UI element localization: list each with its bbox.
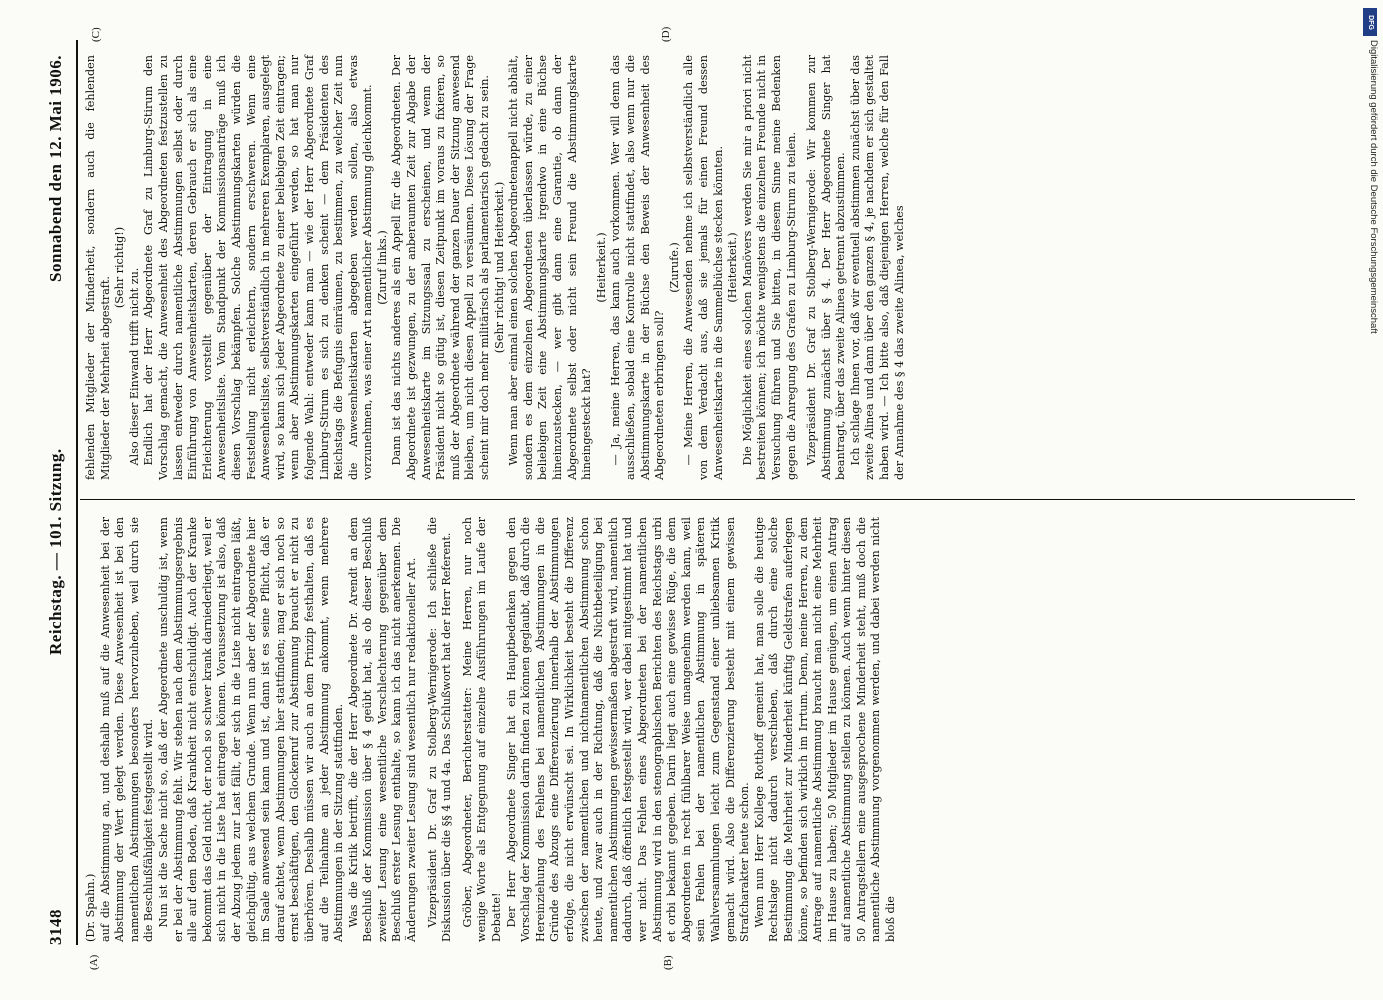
right-column — [84, 55, 907, 480]
speaker-continuation: (Dr. Spahn.) — [84, 873, 97, 942]
header-rule — [76, 40, 78, 945]
margin-mark-c: (C) — [90, 27, 102, 42]
session-title: Reichstag. — 101. Sitzung. — [46, 448, 65, 655]
digitization-note: Digitalisierung gefördert durch die Deutsche Forschungsgemeinschaft — [1368, 40, 1379, 334]
interjection: (Sehr richtig!) — [113, 226, 127, 309]
paragraph: Wenn man aber einmal einen solchen Abgeordnetenappell nicht abhält, sondern es dem einzelnen Abgeordneten überlassen würde, zu einer beliebigen Zeit eine Abstimmungskarte irgendwo in eine Büchse hineinzustecken, — wer gibt dann eine Garantie, ob dann der Abgeordnete selbst oder nicht sein Freund die Abstimmungskarte hineingesteckt hat? — [507, 55, 594, 480]
interjection: (Zurufe.) — [667, 242, 681, 293]
paragraph: Vizepräsident Dr. Graf zu Stolberg-Wernigerode: Ich schließe die Diskussion über die §§ 4 und 4a. Das Schlußwort hat der Herr Referent. — [425, 517, 454, 942]
interjection: (Heiterkeit.) — [726, 232, 740, 303]
page-number: 3148 — [46, 909, 65, 945]
paragraph: Endlich hat der Herr Abgeordnete Graf zu Limburg-Stirum den Vorschlag gemacht, die Anwesenheit des Abgeordneten festzustellen zu lassen entweder durch namentliche Abstimmungen selbst oder durch Einführung von Anwesenheitskarten, deren Gebrauch er sich als eine Erleichterung vorstellt gegenüber der Eintragung in eine Anwesenheitsliste. Vom Standpunkt der Kommissionsanträge muß ich diesen Vorschlag bekämpfen. Solche Abstimmungskarten würden die Feststellung nicht erleichtern, sondern erschweren. Wenn eine Anwesenheitsliste, selbstverständlich in mehreren Exemplaren, ausgelegt wird, so kann sich jeder Abgeordnete zu einer beliebigen Zeit eintragen; wenn aber Abstimmungskarten eingeführt werden, so hat man nur folgende Wahl: entweder kann man — wie der Herr Abgeordnete Graf Limburg-Stirum es sich zu denken scheint — dem Präsidenten des Reichstags die Befugnis einräumen, zu bestimmen, zu welcher Zeit nun die Anwesenheitskarten abgegeben werden sollen, also etwas vorzunehmen, was einer Art namentlicher Abstimmung gleichkommt. — [142, 55, 375, 480]
paragraph: auf die Abstimmung an, und deshalb muß auf die Anwesenheit bei der Abstimmung der Wert gelegt werden. Diese Anwesenheit ist bei den namentlichen Abstimmungen besonders hervorzuheben, weil durch sie die Beschlußfähigkeit festgestellt wird. — [98, 517, 156, 942]
interjection: (Heiterkeit.) — [594, 232, 608, 303]
paragraph: Dann ist das nichts anderes als ein Appell für die Abgeordneten. Der Abgeordnete ist gezwungen, zu der anberaumten Zeit zur Abgabe der Anwesenheitskarte im Sitzungssaal zu erscheinen, und wenn der Präsident nicht so gütig ist, diesen Zeitpunkt im voraus zu fixieren, so muß der Abgeordnete während der ganzen Dauer der Sitzung anwesend bleiben, um nicht diesen Appell zu versäumen. Diese Lösung der Frage scheint mir doch mehr militärisch als parlamentarisch gedacht zu sein. — [390, 55, 492, 480]
margin-mark-a: (A) — [88, 954, 100, 970]
margin-mark-d: (D) — [660, 26, 672, 42]
digitization-strip — [1357, 0, 1383, 1000]
margin-mark-b: (B) — [662, 955, 674, 970]
paragraph: fehlenden Mitglieder der Minderheit, sondern auch die fehlenden Mitglieder der Mehrheit abgestraft. — [84, 55, 112, 480]
running-header — [40, 45, 74, 945]
interjection: (Zuruf links.) — [375, 230, 389, 305]
dfg-logo: DFG — [1363, 8, 1377, 36]
paragraph: Also dieser Einwand trifft nicht zu. — [127, 267, 141, 466]
paragraph: Vizepräsident Dr. Graf zu Stolberg-Wernigerode: Wir kommen zur Abstimmung zunächst über § 4. Der Herr Abgeordnete Singer hat beantragt, über das zweite Alinea getrennt abzustimmen. — [805, 55, 848, 480]
interjection: (Sehr richtig! und Heiterkeit.) — [492, 181, 506, 354]
paragraph: Gröber, Abgeordneter, Berichterstatter: Meine Herren, nur noch wenige Worte als Entgegnung auf einzelne Ausführungen im Laufe der Debatte! — [460, 517, 504, 942]
paragraph: — Ja, meine Herren, das kann auch vorkommen. Wer will denn das ausschließen, sobald eine Kontrolle nicht stattfindet, also wenn nur die Abstimmungskarte in der Büchse den Beweis der Anwesenheit des Abgeordneten erbringen soll? — [609, 55, 667, 480]
paragraph: Wenn nun Herr Kollege Rotthoff gemeint hat, man solle die heutige Rechtslage nicht dadurch verschieben, daß durch eine solche Bestimmung die Mehrheit zur Minderheit künftig Geldstrafen auferlegen könne, so befinden sich wirklich im Irrtum. Denn, meine Herren, zu dem Antrage auf namentliche Abstimmung braucht man nicht eine Mehrheit im Hause zu haben; 50 Mitglieder im Hause genügen, um einen Antrag auf namentliche Abstimmung stellen zu können. Auch wenn hinter diesen 50 Antragstellern eine ausgesprochene Minderheit steht, muß doch die namentliche Abstimmung vorgenommen werden, und dabei werden nicht bloß die — [752, 517, 898, 942]
column-divider — [80, 499, 1355, 500]
paragraph: — Meine Herren, die Anwesenden nehme ich selbstverständlich alle von dem Verdacht aus, daß sie jemals für einen Freund dessen Anwesenheitskarte in die Sammelbüchse stecken könnten. — [682, 55, 725, 480]
paragraph: Ich schlage Ihnen vor, daß wir eventuell abstimmen zunächst über das zweite Alinea und dann über den ganzen § 4, je nachdem er sich gestaltet haben wird. — Ich bitte also, daß diejenigen Herren, welche für den Fall der Annahme des § 4 das zweite Alinea, welches — [848, 55, 906, 480]
paragraph: Nun ist die Sache nicht so, daß der Abgeordnete unschuldig ist, wenn er bei der Abstimmung fehlt. Wir stehen nach dem Abstimmungsergebnis alle auf dem Boden, daß Krankheit nicht entschuldigt. Auch der Kranke bekommt das Geld nicht, der noch so schwer krank darniederliegt, weil er sich nicht in die Liste hat eintragen können. Voraussetzung ist also, daß der Abzug jedem zur Last fällt, der sich in die Liste nicht eintragen läßt, gleichgültig, aus welchem Grunde. Wenn nun aber der Abgeordnete hier im Saale anwesend sein kann und ist, dann ist es seine Pflicht, daß er darauf achtet, wenn Abstimmungen hier stattfinden; mag er sich noch so ernst beschäftigen, den Glockenruf zur Abstimmung braucht er nicht zu überhören. Deshalb müssen wir auch an dem Prinzip festhalten, daß es auf die Teilnahme an jeder Abstimmung ankommt, wenn mehrere Abstimmungen in der Sitzung stattfinden. — [156, 517, 346, 942]
paragraph: Was die Kritik betrifft, die der Herr Abgeordnete Dr. Arendt an dem Beschluß der Kommission über § 4 geübt hat, als ob dieser Beschluß zweiter Lesung eine wesentliche Verschlechterung gegenüber dem Beschluß erster Lesung enthalte, so kann ich das nicht anerkennen. Die Änderungen zweiter Lesung sind wesentlich nur redaktioneller Art. — [346, 517, 419, 942]
left-column — [84, 517, 899, 942]
paragraph: Die Möglichkeit eines solchen Manövers werden Sie mir a priori nicht bestreiten können; ich möchte wenigstens die einzelnen Freunde nicht in Versuchung führen und Sie bitten, in diesem Sinne meine Bedenken gegen die Anregung des Grafen zu Limburg-Stirum zu teilen. — [740, 55, 798, 480]
paragraph: Der Herr Abgeordnete Singer hat ein Hauptbedenken gegen den Vorschlag der Kommission darin finden zu können geglaubt, daß durch die Hereinziehung des Fehlens bei namentlichen Abstimmungen in die Gründe des Abzugs eine Differenzierung innerhalb der Abstimmungen erfolge, die nicht erwünscht sei. In Wirklichkeit besteht die Differenz zwischen der namentlichen und nichtnamentlichen Abstimmung schon heute, und zwar auch in der Richtung, daß die Nichtbeteiligung bei namentlichen Abstimmungen gewissermaßen abgestraft wird, namentlich dadurch, daß öffentlich festgestellt wird, wer dabei mitgestimmt hat und wer nicht. Das Fehlen eines Abgeordneten bei der namentlichen Abstimmung wird in den stenographischen Berichten des Reichstags urbi et orbi bekannt gegeben. Darin liegt auch eine gewisse Rüge, die dem Abgeordneten in recht fühlbarer Weise unangenehm werden kann, weil sein Fehlen bei der namentlichen Abstimmung in späteren Wahlversammlungen leicht zum Gegenstand einer unliebsamen Kritik gemacht wird. Also die Differenzierung besteht mit einem gewissen Strafcharakter heute schon. — [504, 517, 752, 942]
session-date: Sonnabend den 12. Mai 1906. — [46, 55, 65, 282]
